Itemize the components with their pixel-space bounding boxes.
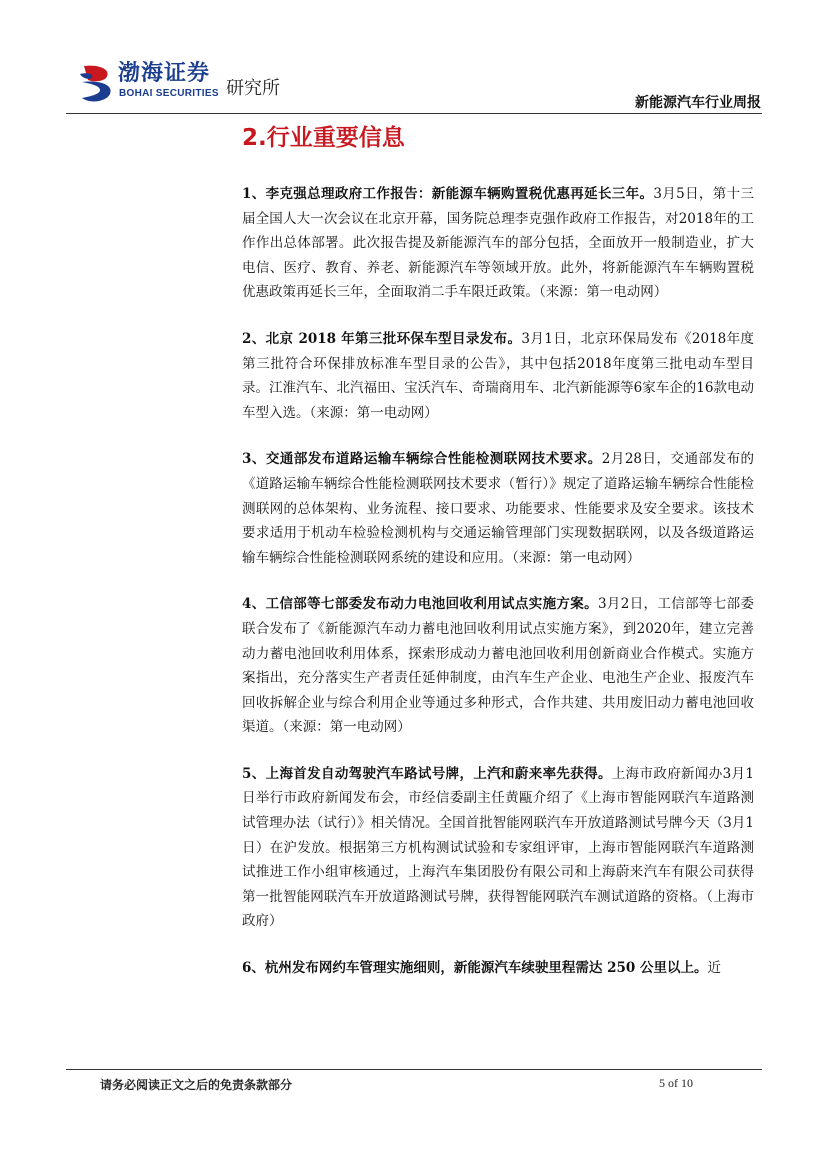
news-item-1 <box>242 182 754 305</box>
main-content <box>242 118 754 1003</box>
news-item-6 <box>242 956 754 981</box>
news-item-body: 3月2日，工信部等七部委联合发布了《新能源汽车动力蓄电池回收利用试点实施方案》，到2020年，建立完善动力蓄电池回收利用体系，探索形成动力蓄电池回收利用创新商业合作模式。实施方案指出，充分落实生产者责任延伸制度，由汽车生产企业、电池生产企业、报废汽车回收拆解企业与综合利用企业等通过多种形式，合作共建、共用废旧动力蓄电池回收渠道。（来源：第一电动网） <box>242 596 754 736</box>
news-item-body: 2月28日，交通部发布的《道路运输车辆综合性能检测联网技术要求（暂行）》规定了道路运输车辆综合性能检测联网的总体架构、业务流程、接口要求、功能要求、性能要求及安全要求。该技术要求适用于机动车检验检测机构与交通运输管理部门实现数据联网，以及各级道路运输车辆综合性能检测联网系统的建设和应用。（来源：第一电动网） <box>242 451 754 566</box>
footer-disclaimer: 请务必阅读正文之后的免责条款部分 <box>100 1078 293 1092</box>
news-item-4 <box>242 592 754 740</box>
news-item-3 <box>242 447 754 570</box>
logo-english-name: BOHAI SECURITIES <box>119 88 219 99</box>
section-title: 2.行业重要信息 <box>242 125 405 151</box>
logo-chinese-name: 渤海证券 <box>118 61 211 86</box>
news-item-5 <box>242 762 754 934</box>
news-item-body: 近 <box>707 960 721 977</box>
header-divider <box>66 113 762 114</box>
news-item-headline: 2、北京 2018 年第三批环保车型目录发布。 <box>242 330 522 347</box>
news-item-headline: 1、李克强总理政府工作报告：新能源车辆购置税优惠再延长三年。 <box>242 186 654 202</box>
bohai-logo-icon <box>78 62 116 104</box>
news-item-headline: 6、杭州发布网约车管理实施细则，新能源汽车续驶里程需达 250 公里以上。 <box>242 960 708 977</box>
news-item-2 <box>242 327 754 425</box>
news-item-body: 3月5日，第十三届全国人大一次会议在北京开幕，国务院总理李克强作政府工作报告，对2018年的工作作出总体部署。此次报告提及新能源汽车的部分包括，全面放开一般制造业，扩大电信、医疗、教育、养老、新能源汽车等领域开放。此外，将新能源汽车车辆购置税优惠政策再延长三年，全面取消二手车限迁政策。（来源：第一电动网） <box>242 186 754 301</box>
news-item-body: 3月1日，北京环保局发布《2018年度第三批符合环保排放标准车型目录的公告》，其中包括2018年度第三批电动车型目录。江淮汽车、北汽福田、宝沃汽车、奇瑞商用车、北汽新能源等6家车企的16款电动车型入选。（来源：第一电动网） <box>242 330 754 421</box>
page-header <box>0 0 827 116</box>
page-number: 5 of 10 <box>659 1076 693 1090</box>
news-item-headline: 4、工信部等七部委发布动力电池回收利用试点实施方案。 <box>242 596 598 613</box>
news-item-headline: 3、交通部发布道路运输车辆综合性能检测联网技术要求。 <box>242 451 602 468</box>
logo-subtitle: 研究所 <box>226 78 280 99</box>
report-title: 新能源汽车行业周报 <box>635 95 761 111</box>
news-item-headline: 5、上海首发自动驾驶汽车路试号牌，上汽和蔚来率先获得。 <box>242 765 612 782</box>
news-item-body: 上海市政府新闻办3月1日举行市政府新闻发布会，市经信委副主任黄甌介绍了《上海市智能网联汽车道路测试管理办法（试行）》相关情况。全国首批智能网联汽车开放道路测试号牌今天（3月1日）在沪发放。根据第三方机构测试试验和专家组评审，上海市智能网联汽车道路测试推进工作小组审核通过，上海汽车集团股份有限公司和上海蔚来汽车有限公司获得第一批智能网联汽车开放道路测试号牌，获得智能网联汽车测试道路的资格。（上海市政府） <box>242 765 754 930</box>
footer-divider <box>66 1069 762 1070</box>
